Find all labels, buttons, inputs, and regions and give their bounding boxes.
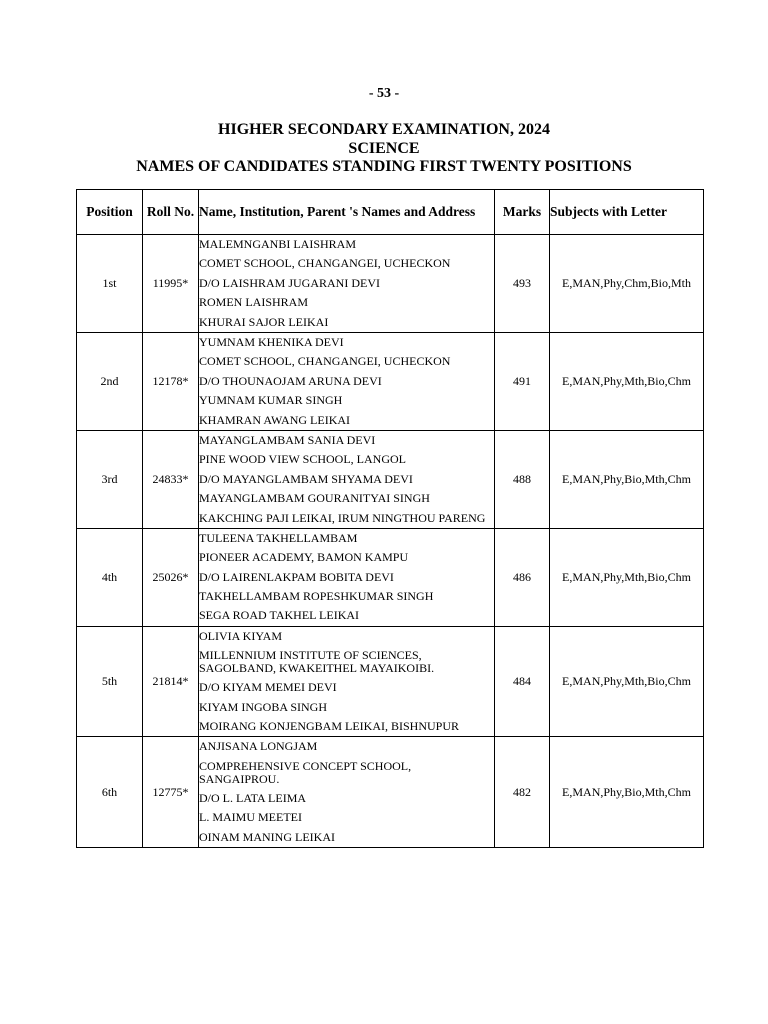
candidate-name: OLIVIA KIYAM	[199, 628, 282, 643]
candidate-name: ANJISANA LONGJAM	[199, 739, 318, 754]
candidate-name: MAYANGLAMBAM SANIA DEVI	[199, 433, 376, 448]
address: OINAM MANING LEIKAI	[199, 829, 335, 844]
address: KHAMRAN AWANG LEIKAI	[199, 412, 351, 427]
table-row	[77, 333, 704, 431]
table-row	[77, 235, 704, 333]
roll-no-cell: 25026*	[143, 528, 199, 626]
mother-name: D/O L. LATA LEIMA	[199, 790, 307, 805]
address: KHURAI SAJOR LEIKAI	[199, 314, 329, 329]
subjects-cell: E,MAN,Phy,Bio,Mth,Chm	[550, 431, 704, 529]
mother-name: D/O THOUNAOJAM ARUNA DEVI	[199, 373, 382, 388]
marks-cell: 488	[495, 431, 550, 529]
table-row	[77, 431, 704, 529]
position-cell: 3rd	[77, 431, 143, 529]
candidate-details-cell	[199, 333, 495, 431]
table-subtitle: NAMES OF CANDIDATES STANDING FIRST TWENTY POSITIONS	[136, 158, 632, 175]
address: SEGA ROAD TAKHEL LEIKAI	[199, 608, 360, 623]
subjects-cell: E,MAN,Phy,Chm,Bio,Mth	[550, 235, 704, 333]
marks-cell: 493	[495, 235, 550, 333]
table-row	[77, 737, 704, 848]
roll-no-cell: 11995*	[143, 235, 199, 333]
father-name: KIYAM INGOBA SINGH	[199, 699, 328, 714]
father-name: ROMEN LAISHRAM	[199, 295, 309, 310]
page-number: - 53 -	[368, 86, 400, 101]
table-body	[77, 235, 704, 848]
institution-name: PIONEER ACADEMY, BAMON KAMPU	[199, 550, 409, 565]
header-name-details: Name, Institution, Parent 's Names and Address	[199, 190, 495, 235]
candidate-details-cell	[199, 235, 495, 333]
position-cell: 2nd	[77, 333, 143, 431]
father-name: L. MAIMU MEETEI	[199, 810, 302, 825]
results-table	[76, 189, 704, 848]
candidate-details-cell	[199, 528, 495, 626]
position-cell: 4th	[77, 528, 143, 626]
marks-cell: 491	[495, 333, 550, 431]
mother-name: D/O LAISHRAM JUGARANI DEVI	[199, 275, 380, 290]
mother-name: D/O MAYANGLAMBAM SHYAMA DEVI	[199, 471, 413, 486]
header-marks: Marks	[495, 190, 550, 235]
marks-cell: 482	[495, 737, 550, 848]
marks-cell: 486	[495, 528, 550, 626]
table-header-row	[77, 190, 704, 235]
position-cell: 5th	[77, 626, 143, 737]
header-roll-no: Roll No.	[143, 190, 199, 235]
subjects-cell: E,MAN,Phy,Mth,Bio,Chm	[550, 528, 704, 626]
candidate-details-cell	[199, 626, 495, 737]
roll-no-cell: 12775*	[143, 737, 199, 848]
candidate-details-cell	[199, 431, 495, 529]
father-name: MAYANGLAMBAM GOURANITYAI SINGH	[199, 491, 430, 506]
candidate-name: TULEENA TAKHELLAMBAM	[199, 530, 358, 545]
address: MOIRANG KONJENGBAM LEIKAI, BISHNUPUR	[199, 718, 460, 733]
institution-name: COMPREHENSIVE CONCEPT SCHOOL, SANGAIPROU.	[199, 758, 412, 786]
table-row	[77, 528, 704, 626]
exam-title: HIGHER SECONDARY EXAMINATION, 2024	[218, 121, 550, 138]
mother-name: D/O LAIRENLAKPAM BOBITA DEVI	[199, 569, 394, 584]
institution-name: COMET SCHOOL, CHANGANGEI, UCHECKON	[199, 256, 451, 271]
candidate-details-cell	[199, 737, 495, 848]
father-name: TAKHELLAMBAM ROPESHKUMAR SINGH	[199, 588, 434, 603]
subjects-cell: E,MAN,Phy,Bio,Mth,Chm	[550, 737, 704, 848]
address: KAKCHING PAJI LEIKAI, IRUM NINGTHOU PARENG	[199, 510, 486, 525]
candidate-name: YUMNAM KHENIKA DEVI	[199, 335, 344, 350]
mother-name: D/O KIYAM MEMEI DEVI	[199, 680, 337, 695]
table-row	[77, 626, 704, 737]
stream-title: SCIENCE	[348, 140, 420, 157]
father-name: YUMNAM KUMAR SINGH	[199, 393, 343, 408]
marks-cell: 484	[495, 626, 550, 737]
institution-name: COMET SCHOOL, CHANGANGEI, UCHECKON	[199, 354, 451, 369]
header-position: Position	[77, 190, 143, 235]
institution-name: MILLENNIUM INSTITUTE OF SCIENCES, SAGOLBAND, KWAKEITHEL MAYAIKOIBI.	[199, 648, 435, 676]
candidate-name: MALEMNGANBI LAISHRAM	[199, 237, 357, 251]
header-subjects: Subjects with Letter	[550, 190, 704, 235]
subjects-cell: E,MAN,Phy,Mth,Bio,Chm	[550, 333, 704, 431]
roll-no-cell: 12178*	[143, 333, 199, 431]
institution-name: PINE WOOD VIEW SCHOOL, LANGOL	[199, 452, 406, 467]
position-cell: 1st	[77, 235, 143, 333]
position-cell: 6th	[77, 737, 143, 848]
subjects-cell: E,MAN,Phy,Mth,Bio,Chm	[550, 626, 704, 737]
roll-no-cell: 21814*	[143, 626, 199, 737]
roll-no-cell: 24833*	[143, 431, 199, 529]
